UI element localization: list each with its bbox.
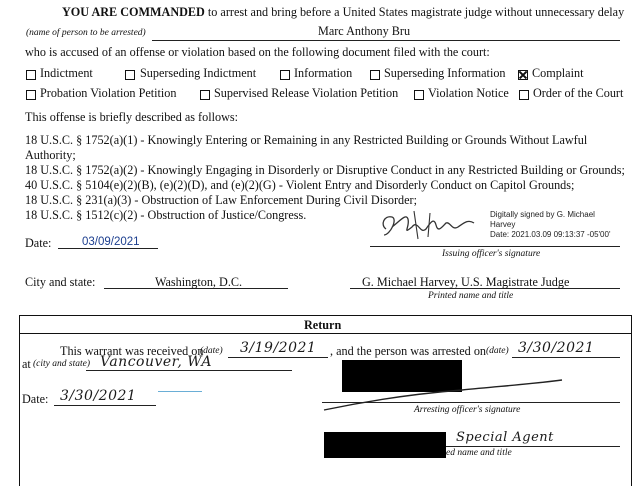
checkbox-label-superseding-information: Superseding Information xyxy=(384,66,506,80)
checkbox-label-violation-notice: Violation Notice xyxy=(428,86,509,100)
city-state-label: City and state: xyxy=(25,275,96,289)
return-header-divider xyxy=(19,333,632,334)
checkbox-probation-violation[interactable] xyxy=(26,90,36,100)
date-underline xyxy=(58,248,158,249)
arrested-date-line xyxy=(512,357,620,358)
printed-name-label: Printed name and title xyxy=(428,291,514,301)
judge-name-title: G. Michael Harvey, U.S. Magistrate Judge xyxy=(362,275,570,289)
return-date-line xyxy=(54,405,156,406)
date-value: 03/09/2021 xyxy=(82,236,140,248)
command-line xyxy=(62,5,624,20)
return-date-value: 3/30/2021 xyxy=(60,388,137,404)
checkbox-information[interactable] xyxy=(280,70,290,80)
offense-line-3: 18 U.S.C. § 1752(a)(2) - Knowingly Engaging in Disorderly or Disruptive Conduct in any Restricted Building or Grounds; xyxy=(25,163,625,177)
checkbox-label-order-of-court: Order of the Court xyxy=(533,86,624,100)
digital-signature-line-3: Date: 2021.03.09 09:13:37 -05'00' xyxy=(490,230,611,239)
offense-line-4: 40 U.S.C. § 5104(e)(2)(B), (e)(2)(D), and (e)(2)(G) - Violent Entry and Disorderly Conduct on Capitol Grounds; xyxy=(25,178,575,192)
checkbox-indictment[interactable] xyxy=(26,70,36,80)
commanded-heading: YOU ARE COMMANDED xyxy=(62,5,205,19)
checkbox-violation-notice[interactable] xyxy=(414,90,424,100)
arrested-text: , and the person was arrested on xyxy=(330,344,487,358)
checkbox-label-supervised-release: Supervised Release Violation Petition xyxy=(214,86,399,100)
checkbox-label-probation-violation: Probation Violation Petition xyxy=(40,86,177,100)
checkbox-superseding-indictment[interactable] xyxy=(125,70,135,80)
arrested-date-value: 3/30/2021 xyxy=(518,340,595,356)
city-state-small: (city and state) xyxy=(33,359,90,369)
judge-signature-image xyxy=(378,205,480,245)
at-label: at xyxy=(22,357,31,371)
blue-mark-line xyxy=(158,391,202,392)
name-value: Marc Anthony Bru xyxy=(318,24,411,38)
date-label: Date: xyxy=(25,236,52,250)
checkbox-label-indictment: Indictment xyxy=(40,66,93,80)
received-date-small: (date) xyxy=(200,346,223,356)
offense-intro: This offense is briefly described as follows: xyxy=(25,110,239,124)
arresting-officer-label: Arresting officer's signature xyxy=(414,405,521,415)
officer-printed-name-label: ed name and title xyxy=(446,448,512,458)
offense-line-1: 18 U.S.C. § 1752(a)(1) - Knowingly Entering or Remaining in any Restricted Building or Grounds Without Lawful xyxy=(25,133,588,147)
name-label: (name of person to be arrested) xyxy=(26,28,146,38)
accused-text: who is accused of an offense or violation based on the following document filed with the court: xyxy=(25,45,490,59)
officer-printed-name-line xyxy=(446,446,620,447)
return-title: Return xyxy=(304,318,342,332)
redaction-block-2 xyxy=(324,432,446,458)
name-underline xyxy=(152,40,620,41)
checkbox-label-information: Information xyxy=(294,66,353,80)
return-date-label: Date: xyxy=(22,392,49,406)
received-text: This warrant was received on xyxy=(60,344,204,358)
received-date-value: 3/19/2021 xyxy=(240,340,317,356)
offense-line-6: 18 U.S.C. § 1512(c)(2) - Obstruction of Justice/Congress. xyxy=(25,208,307,222)
checkbox-complaint[interactable] xyxy=(518,70,528,80)
arrested-date-small: (date) xyxy=(486,346,509,356)
checkbox-label-complaint: Complaint xyxy=(532,66,584,80)
commanded-rest: to arrest and bring before a United States magistrate judge without unnecessary delay xyxy=(207,5,625,19)
arresting-signature-line xyxy=(322,402,620,403)
digital-signature-line-1: Digitally signed by G. Michael xyxy=(490,210,595,219)
checkbox-label-superseding-indictment: Superseding Indictment xyxy=(140,66,257,80)
arrest-location-value: Vancouver, WA xyxy=(100,354,213,370)
city-state-value: Washington, D.C. xyxy=(155,275,243,289)
issuing-officer-label: Issuing officer's signature xyxy=(442,249,541,259)
officer-title-handwritten: Special Agent xyxy=(456,430,554,445)
arrest-location-line xyxy=(86,370,292,371)
checkbox-supervised-release[interactable] xyxy=(200,90,210,100)
offense-line-2: Authority; xyxy=(25,148,76,162)
digital-signature-line-2: Harvey xyxy=(490,220,516,229)
received-date-line xyxy=(228,357,328,358)
checkbox-order-of-court[interactable] xyxy=(519,90,529,100)
issuing-signature-line xyxy=(370,246,620,247)
checkbox-superseding-information[interactable] xyxy=(370,70,380,80)
offense-line-5: 18 U.S.C. § 231(a)(3) - Obstruction of Law Enforcement During Civil Disorder; xyxy=(25,193,417,207)
